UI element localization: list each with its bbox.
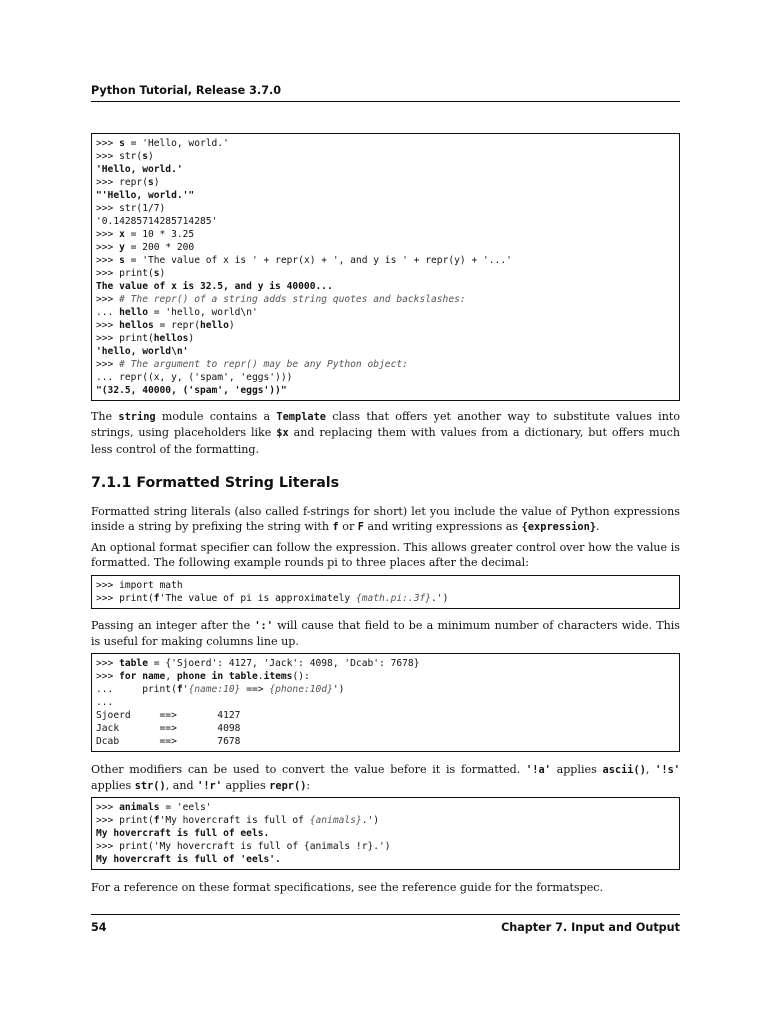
code-token: .') [361,815,380,826]
code-token: hello [119,307,148,318]
header-title: Python Tutorial, Release 3.7.0 [91,84,282,97]
code-token: .') [431,593,449,604]
code-token: 'The value of pi is approximately [159,593,356,604]
code-line [96,137,675,150]
code-line [96,683,675,696]
code-token: The value of x is 32.5, and y is 40000... [96,281,333,292]
paragraph-format-specifier: An optional format specifier can follow the expression. This allows greater control over how the value is formatted. The following example rounds pi to three places after the decimal: [91,541,680,570]
code-token: s [153,268,160,279]
code-token: hellos [153,333,189,344]
code-line [96,696,675,709]
code-token: hellos [119,320,154,331]
code-line [96,202,675,215]
code-token: f [153,815,160,826]
inline-code: '!a' [526,764,551,776]
code-line [96,657,675,670]
code-token: , [165,671,177,682]
code-token: # The argument to repr() may be any Python object: [119,359,408,370]
code-token: f [153,593,160,604]
code-token: s [119,255,125,266]
code-line [96,827,675,840]
code-token: >>> str(1/7) [96,203,166,214]
code-token: {math.pi:.3f} [355,593,432,604]
code-token: "'Hello, world.'" [96,190,195,201]
code-line [96,709,675,722]
code-token: >>> import math [96,580,183,591]
code-token: >>> print( [96,268,154,279]
inline-code: {expression} [521,521,597,534]
inline-code: Template [276,411,326,423]
page-number: 54 [91,921,107,934]
code-token: >>> [96,229,120,240]
code-line [96,358,675,371]
code-token: s [142,151,148,162]
code-block-animals [91,797,680,870]
code-line [96,801,675,814]
running-header [91,83,680,102]
code-token: = 'eels' [159,802,212,813]
code-token: = 200 * 200 [124,242,195,253]
code-token: y [119,242,125,253]
code-token: . [257,671,264,682]
code-line [96,735,675,748]
code-line [96,163,675,176]
code-token: ... [96,307,120,318]
code-token: {phone:10d} [269,684,333,695]
paragraph-modifiers: Other modifiers can be used to convert the value before it is formatted. '!a' applies ascii(), '!s' applies str(), and '!r' applies repr(): [91,763,680,793]
code-line [96,306,675,319]
code-line [96,267,675,280]
code-line [96,814,675,827]
code-token: (): [292,671,310,682]
code-token: ... repr((x, y, ('spam', 'eggs'))) [96,372,293,383]
code-token: >>> [96,320,120,331]
code-token: 'Hello, world.' [96,164,183,175]
code-token: = 10 * 3.25 [124,229,195,240]
inline-code: repr() [269,780,307,793]
code-token: >>> print( [96,815,154,826]
code-line [96,371,675,384]
code-line [96,293,675,306]
code-token: >>> [96,658,120,669]
code-line [96,670,675,683]
code-token: My hovercraft is full of 'eels'. [96,854,281,865]
code-token: phone [176,671,206,682]
code-line [96,241,675,254]
code-token: # The repr() of a string adds string quotes and backslashes: [119,294,466,305]
inline-code: '!r' [197,780,222,793]
chapter-label: Chapter 7. Input and Output [501,921,680,934]
code-token: table [228,671,258,682]
code-line [96,215,675,228]
code-token: = 'Hello, world.' [124,138,229,149]
code-token: = repr( [153,320,200,331]
code-token: name [142,671,166,682]
code-token: >>> [96,138,120,149]
code-token: My hovercraft is full of eels. [96,828,270,839]
code-line [96,840,675,853]
code-token: >>> [96,242,120,253]
code-line [96,319,675,332]
code-token: Sjoerd ==> 4127 [96,710,241,721]
code-token: for [119,671,137,682]
code-line [96,280,675,293]
code-token: s [119,138,125,149]
code-token: "(32.5, 40000, ('spam', 'eggs'))" [96,385,287,396]
code-token: '0.14285714285714285' [96,216,218,227]
paragraph-fstrings: Formatted string literals (also called f-strings for short) let you include the value of Python expressions inside a string by prefixing the string with f or F and writing expressions as {expression}. [91,505,680,534]
code-token: ) [228,320,235,331]
inline-code: ascii() [602,764,646,776]
code-line [96,592,675,605]
inline-code: '!s' [655,764,680,776]
code-block-table [91,653,680,752]
code-token: >>> [96,671,120,682]
running-footer [91,914,680,937]
paragraph-template: The string module contains a Template class that offers yet another way to substitute values into strings, using placeholders like $x and replacing them with values from a dictionary, but offers much less control of the formatting. [91,410,680,456]
code-token: Jack ==> 4098 [96,723,241,734]
inline-code: string [118,411,156,423]
code-token: >>> [96,255,120,266]
code-token: >>> [96,802,120,813]
code-block-repr [91,133,680,401]
code-token: s [147,177,154,188]
code-line [96,150,675,163]
code-token: hello [199,320,229,331]
code-token: table [119,658,148,669]
code-line [96,254,675,267]
code-token: {name:10} [188,684,241,695]
code-line [96,345,675,358]
section-heading: 7.1.1 Formatted String Literals [91,475,340,491]
inline-code: str() [134,780,166,793]
inline-code: F [357,521,364,534]
paragraph-reference: For a reference on these format specifications, see the reference guide for the formatspec. [91,881,604,894]
code-token: ) [188,333,195,344]
code-token: >>> [96,359,120,370]
code-token: ) [159,268,166,279]
code-token: >>> print( [96,593,154,604]
code-token: 'hello, world\n' [96,346,189,357]
code-token: x [119,229,125,240]
code-line [96,853,675,866]
inline-code: f [332,521,339,534]
code-token: animals [119,802,160,813]
inline-code: $x [276,427,289,440]
code-token: in [211,671,224,682]
code-token: = {'Sjoerd': 4127, 'Jack': 4098, 'Dcab': 7678} [148,658,420,669]
code-line [96,228,675,241]
document-page [91,0,680,1024]
code-token: ... print( [96,684,177,695]
code-line [96,579,675,592]
code-token: = 'The value of x is ' + repr(x) + ', and y is ' + repr(y) + '...' [124,255,512,266]
code-token: ) [153,177,160,188]
code-line [96,332,675,345]
code-block-pi [91,575,680,609]
code-token: >>> print('My hovercraft is full of {animals !r}.') [96,841,391,852]
code-token: Dcab ==> 7678 [96,736,241,747]
code-token: = 'hello, world\n' [148,307,258,318]
code-token: ==> [240,684,270,695]
code-line [96,722,675,735]
code-line [96,189,675,202]
code-token: ') [332,684,345,695]
code-token: >>> print( [96,333,154,344]
inline-code: ':' [254,620,273,632]
code-token: 'My hovercraft is full of [159,815,310,826]
code-token: >>> [96,294,120,305]
code-token: >>> repr( [96,177,148,188]
code-token: {animals} [309,815,362,826]
paragraph-integer-width: Passing an integer after the ':' will cause that field to be a minimum number of characters wide. This is useful for making columns line up. [91,619,680,649]
code-token: ' [182,684,189,695]
code-token: >>> str( [96,151,143,162]
code-line [96,176,675,189]
code-token: ... [96,697,114,708]
code-token: ) [148,151,154,162]
code-line [96,384,675,397]
code-token: f [176,684,183,695]
code-token: items [263,671,293,682]
